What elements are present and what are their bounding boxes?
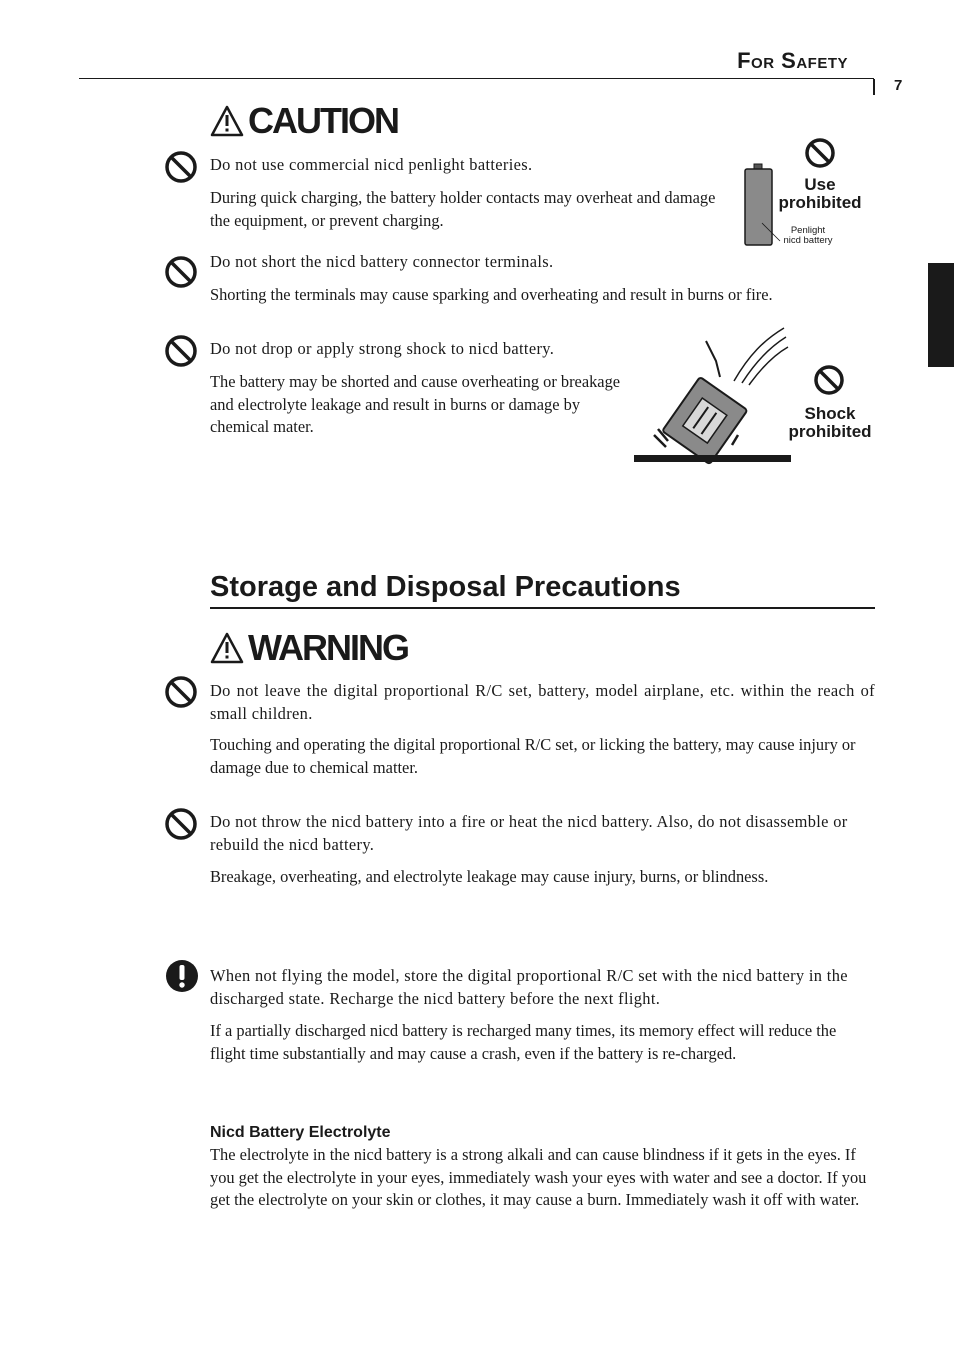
mandatory-heading: When not flying the model, store the digital proportional R/C set with the nicd battery in the discharged state. Recharge the nicd battery before the next flight.	[210, 966, 848, 1008]
page-number: 7	[894, 77, 903, 94]
prohibited-icon	[804, 137, 836, 169]
header-rule	[79, 78, 874, 79]
shock-prohibited-label: Shock prohibited	[788, 404, 872, 441]
caution-heading	[210, 100, 398, 141]
caution-item-1-heading: Do not use commercial nicd penlight batteries.	[210, 155, 533, 174]
caution-label: CAUTION	[248, 100, 398, 141]
prohibited-icon	[813, 364, 845, 396]
prohibited-icon	[164, 807, 198, 841]
electrolyte-title: Nicd Battery Electrolyte	[210, 1124, 391, 1141]
caution-item-3-heading: Do not drop or apply strong shock to nicd battery.	[210, 339, 555, 358]
warning-triangle-icon	[210, 105, 244, 137]
warning-item-1-heading: Do not leave the digital proportional R/C set, battery, model airplane, etc. within the reach of small children.	[210, 681, 875, 723]
prohibited-icon	[164, 255, 198, 289]
chapter-tab	[928, 263, 954, 367]
dropped-battery-illustration	[634, 325, 794, 465]
warning-label: WARNING	[248, 627, 408, 668]
use-prohibited-label: Use prohibited	[778, 175, 862, 212]
warning-item-2-heading: Do not throw the nicd battery into a fire or heat the nicd battery. Also, do not disassemble or rebuild the nicd battery.	[210, 812, 848, 854]
caution-item-2-body: Shorting the terminals may cause sparking and overheating and result in burns or fire.	[210, 285, 773, 304]
warning-triangle-icon	[210, 632, 244, 664]
warning-heading	[210, 627, 408, 668]
penlight-caption: Penlight nicd battery	[783, 225, 833, 246]
warning-item-2-body: Breakage, overheating, and electrolyte leakage may cause injury, burns, or blindness.	[210, 867, 769, 886]
section-rule	[210, 607, 875, 609]
electrolyte-body: The electrolyte in the nicd battery is a strong alkali and can cause blindness if it gets in the eyes. If you get the electrolyte in your eyes, immediately wash your eyes with water and see a doctor. If you get the electrolyte on your skin or clothes, it may cause a burn. Immediately wash it off with water.	[210, 1145, 867, 1209]
prohibited-icon	[164, 675, 198, 709]
caution-item-3-body: The battery may be shorted and cause overheating or breakage and electrolyte leakage and result in burns or damage by chemical mater.	[210, 372, 621, 436]
warning-item-1-body: Touching and operating the digital proportional R/C set, or licking the battery, may cause injury or damage due to chemical matter.	[210, 735, 856, 777]
caution-item-2-heading: Do not short the nicd battery connector terminals.	[210, 252, 554, 271]
page-number-tick	[873, 79, 875, 95]
mandatory-exclamation-icon	[165, 959, 199, 993]
prohibited-icon	[164, 334, 198, 368]
caution-item-1-body: During quick charging, the battery holder contacts may overheat and damage the equipment, or prevent charging.	[210, 188, 716, 230]
prohibited-icon	[164, 150, 198, 184]
header-title: For Safety	[737, 48, 848, 73]
mandatory-body: If a partially discharged nicd battery is recharged many times, its memory effect will reduce the flight time substantially and may cause a crash, even if the battery is re-charged.	[210, 1021, 837, 1063]
section-title: Storage and Disposal Precautions	[210, 571, 681, 603]
